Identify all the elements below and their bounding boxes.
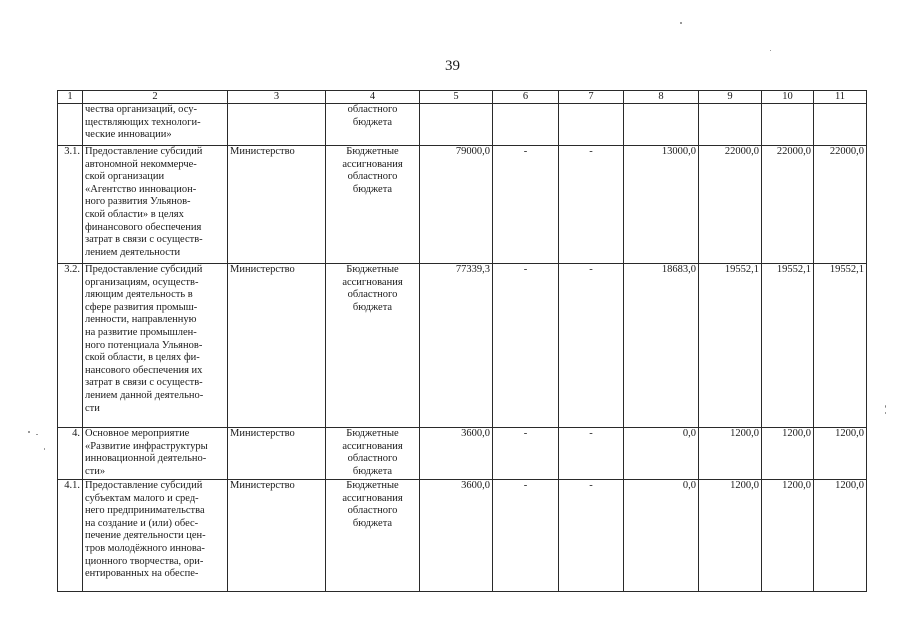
executor-cell xyxy=(228,104,326,146)
funding-source-cell xyxy=(326,104,420,146)
activity-name-line: затрат в связи с осуществ- xyxy=(85,234,203,246)
funding-source-cell xyxy=(326,480,420,592)
year5-cell: 1200,0 xyxy=(762,480,814,592)
activity-name-cell xyxy=(83,104,228,146)
header-cell: 10 xyxy=(762,91,814,104)
activity-name-line: тров молодёжного иннова- xyxy=(85,542,205,554)
activity-name-line: лением данной деятельно- xyxy=(85,389,204,401)
year4-cell: 19552,1 xyxy=(699,264,762,428)
activity-name-cell xyxy=(83,428,228,480)
scan-speck xyxy=(36,434,38,435)
year3-cell: 0,0 xyxy=(624,428,699,480)
funding-source-line: областного xyxy=(347,104,398,115)
item-number-cell: 3.2. xyxy=(58,264,83,428)
activity-name-line: него предпринимательства xyxy=(85,505,205,517)
funding-source-line: ассигнования xyxy=(342,440,403,452)
year3-cell: 0,0 xyxy=(624,480,699,592)
activity-name-line: ческие инновации» xyxy=(85,129,172,141)
activity-name-line: затрат в связи с осуществ- xyxy=(85,377,203,389)
funding-source-line: областного xyxy=(347,453,398,465)
activity-name-line: «Агентство инновацион- xyxy=(85,183,197,195)
activity-name-line: ской области, в целях фи- xyxy=(85,352,200,364)
total-cell xyxy=(420,104,493,146)
table-row xyxy=(58,480,867,592)
table-row xyxy=(58,264,867,428)
activity-name-cell xyxy=(83,146,228,264)
year2-cell: - xyxy=(559,480,624,592)
header-cell: 1 xyxy=(58,91,83,104)
executor-cell: Министерство xyxy=(228,264,326,428)
header-cell: 5 xyxy=(420,91,493,104)
funding-source-line: бюджета xyxy=(352,183,393,195)
activity-name-line: Предоставление субсидий xyxy=(85,480,203,491)
activity-name-cell xyxy=(83,480,228,592)
header-row xyxy=(58,91,867,104)
activity-name-line: лением деятельности xyxy=(85,246,181,258)
year4-cell: 1200,0 xyxy=(699,480,762,592)
executor-cell: Министерство xyxy=(228,428,326,480)
activity-name-cell xyxy=(83,264,228,428)
total-cell: 3600,0 xyxy=(420,428,493,480)
year5-cell xyxy=(762,104,814,146)
activity-name-line: организациям, осуществ- xyxy=(85,276,199,288)
budget-table xyxy=(57,90,867,592)
activity-name-line: ской области» в целях xyxy=(85,208,184,220)
activity-name-line: ществляющих технологи- xyxy=(85,116,201,128)
year5-cell: 19552,1 xyxy=(762,264,814,428)
year5-cell: 22000,0 xyxy=(762,146,814,264)
year3-cell: 13000,0 xyxy=(624,146,699,264)
year6-cell: 19552,1 xyxy=(814,264,867,428)
year1-cell xyxy=(493,104,559,146)
funding-source-cell xyxy=(326,428,420,480)
year5-cell: 1200,0 xyxy=(762,428,814,480)
scan-speck xyxy=(770,50,771,51)
funding-source-line: Бюджетные xyxy=(346,428,399,439)
page-number: 39 xyxy=(445,58,460,74)
activity-name-line: субъектам малого и сред- xyxy=(85,492,199,504)
activity-name-line: инновационной деятельно- xyxy=(85,453,207,465)
scan-speck xyxy=(44,448,45,450)
activity-name-line: сти» xyxy=(85,465,106,477)
activity-name-line: автономной некоммерче- xyxy=(85,158,197,170)
year6-cell xyxy=(814,104,867,146)
year1-cell: - xyxy=(493,428,559,480)
header-cell: 11 xyxy=(814,91,867,104)
year3-cell xyxy=(624,104,699,146)
header-cell: 7 xyxy=(559,91,624,104)
funding-source-line: Бюджетные xyxy=(346,146,399,157)
activity-name-line: чества организаций, осу- xyxy=(85,104,197,115)
activity-name-line: Основное мероприятие xyxy=(85,428,190,439)
header-cell: 4 xyxy=(326,91,420,104)
executor-cell: Министерство xyxy=(228,146,326,264)
funding-source-line: бюджета xyxy=(352,116,393,128)
funding-source-line: Бюджетные xyxy=(346,480,399,491)
year2-cell: - xyxy=(559,264,624,428)
activity-name-line: ного развития Ульянов- xyxy=(85,196,191,208)
activity-name-line: ской организации xyxy=(85,171,165,183)
year4-cell: 22000,0 xyxy=(699,146,762,264)
funding-source-line: ассигнования xyxy=(342,158,403,170)
funding-source-cell xyxy=(326,264,420,428)
funding-source-line: областного xyxy=(347,171,398,183)
year1-cell: - xyxy=(493,264,559,428)
header-cell: 9 xyxy=(699,91,762,104)
year6-cell: 1200,0 xyxy=(814,480,867,592)
scan-speck xyxy=(680,22,682,24)
year2-cell: - xyxy=(559,146,624,264)
table-row xyxy=(58,104,867,146)
year4-cell xyxy=(699,104,762,146)
scan-speck xyxy=(885,412,886,414)
funding-source-line: Бюджетные xyxy=(346,264,399,275)
table-row xyxy=(58,146,867,264)
item-number-cell: 4.1. xyxy=(58,480,83,592)
funding-source-line: областного xyxy=(347,289,398,301)
funding-source-line: ассигнования xyxy=(342,492,403,504)
table-body xyxy=(58,91,867,592)
activity-name-line: печение деятельности цен- xyxy=(85,530,206,542)
activity-name-line: Предоставление субсидий xyxy=(85,146,203,157)
year6-cell: 22000,0 xyxy=(814,146,867,264)
activity-name-line: «Развитие инфраструктуры xyxy=(85,440,208,452)
activity-name-line: ленности, направленную xyxy=(85,314,197,326)
item-number-cell: 4. xyxy=(58,428,83,480)
total-cell: 77339,3 xyxy=(420,264,493,428)
funding-source-line: ассигнования xyxy=(342,276,403,288)
executor-cell: Министерство xyxy=(228,480,326,592)
scan-speck xyxy=(28,431,30,433)
year6-cell: 1200,0 xyxy=(814,428,867,480)
header-cell: 2 xyxy=(83,91,228,104)
activity-name-line: ционного творчества, ори- xyxy=(85,555,204,567)
activity-name-line: ного потенциала Ульянов- xyxy=(85,339,203,351)
funding-source-line: бюджета xyxy=(352,517,393,529)
table-row xyxy=(58,428,867,480)
activity-name-line: ляющим деятельность в xyxy=(85,289,193,301)
header-cell: 8 xyxy=(624,91,699,104)
activity-name-line: ентированных на обеспе- xyxy=(85,568,199,580)
funding-source-line: бюджета xyxy=(352,301,393,313)
activity-name-line: нансового обеспечения их xyxy=(85,364,203,376)
funding-source-cell xyxy=(326,146,420,264)
header-cell: 6 xyxy=(493,91,559,104)
activity-name-line: сфере развития промыш- xyxy=(85,301,198,313)
item-number-cell: 3.1. xyxy=(58,146,83,264)
funding-source-line: областного xyxy=(347,505,398,517)
total-cell: 3600,0 xyxy=(420,480,493,592)
total-cell: 79000,0 xyxy=(420,146,493,264)
year3-cell: 18683,0 xyxy=(624,264,699,428)
year2-cell: - xyxy=(559,428,624,480)
scan-speck xyxy=(885,405,886,408)
year2-cell xyxy=(559,104,624,146)
year4-cell: 1200,0 xyxy=(699,428,762,480)
activity-name-line: на создание и (или) обес- xyxy=(85,517,199,529)
activity-name-line: на развитие промышлен- xyxy=(85,326,197,338)
activity-name-line: сти xyxy=(85,402,100,414)
activity-name-line: Предоставление субсидий xyxy=(85,264,203,275)
year1-cell: - xyxy=(493,146,559,264)
header-cell: 3 xyxy=(228,91,326,104)
funding-source-line: бюджета xyxy=(352,465,393,477)
year1-cell: - xyxy=(493,480,559,592)
activity-name-line: финансового обеспечения xyxy=(85,221,202,233)
item-number-cell xyxy=(58,104,83,146)
